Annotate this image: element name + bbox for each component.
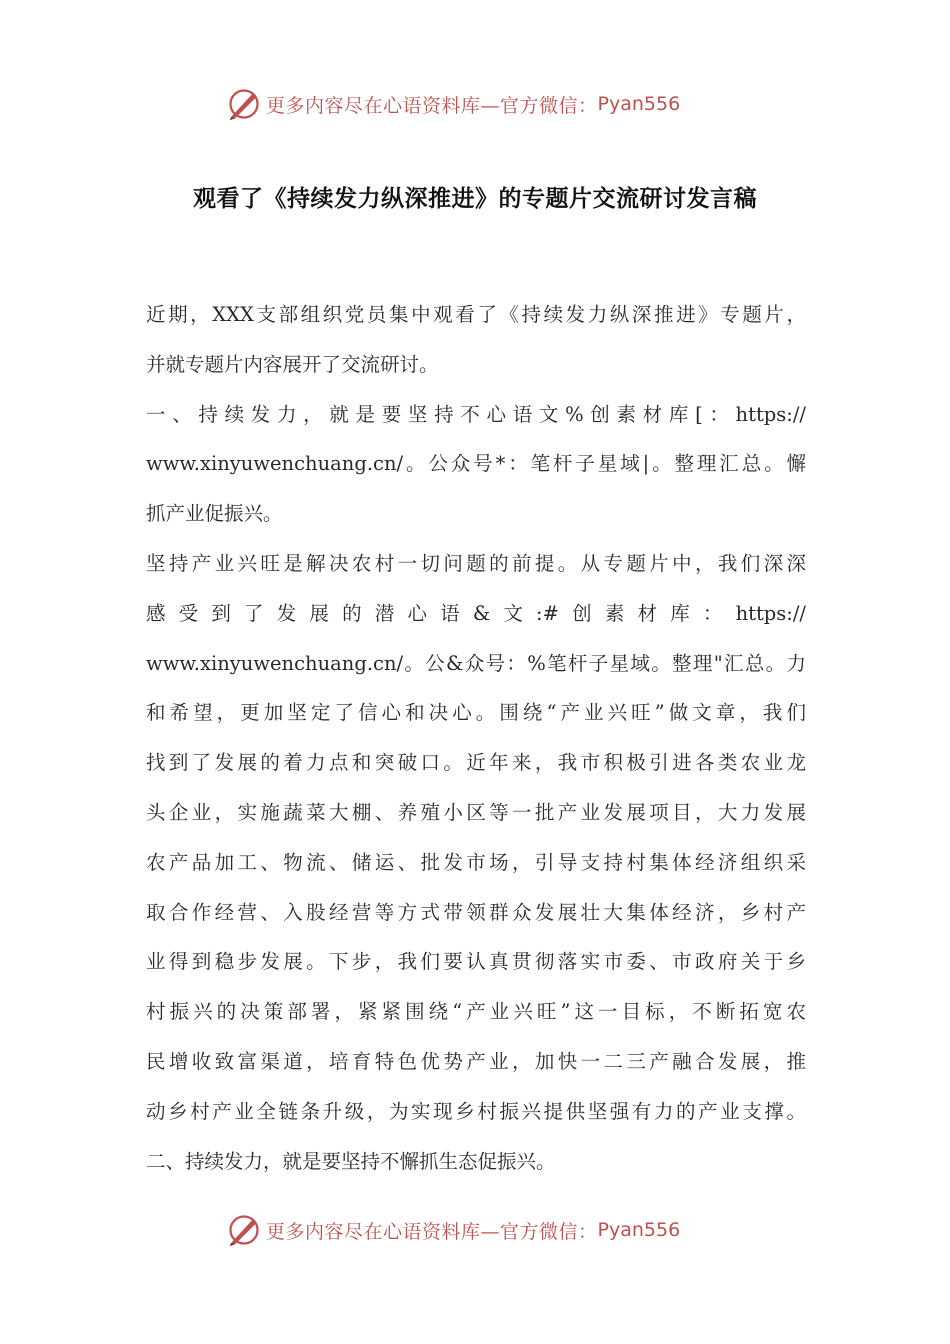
text-line: 动乡村产业全链条升级，为实现乡村振兴提供坚强有力的产业支撑。 bbox=[146, 1099, 806, 1123]
banner-wechat-id: Pyan556 bbox=[597, 93, 681, 115]
text-line: 抓产业促振兴。 bbox=[146, 502, 283, 526]
banner-text: 更多内容尽在心语资料库—官方微信： bbox=[266, 1220, 598, 1243]
pen-logo-icon bbox=[226, 86, 262, 122]
text-line: 头企业，实施蔬菜大棚、养殖小区等一批产业发展项目，大力发展 bbox=[146, 800, 806, 824]
banner-text: 更多内容尽在心语资料库—官方微信： bbox=[266, 94, 598, 117]
text-line: 农产品加工、物流、储运、批发市场，引导支持村集体经济组织采 bbox=[146, 850, 806, 874]
text-line: www.xinyuwenchuang.cn/。公众号*：笔杆子星域|。整理汇总。懈 bbox=[146, 452, 806, 476]
banner-wechat-id: Pyan556 bbox=[597, 1219, 681, 1241]
text-line: 感受到了发展的潜心语&文:#创素材库：https:// bbox=[146, 601, 806, 625]
text-line: 取合作经营、入股经营等方式带领群众发展壮大集体经济，乡村产 bbox=[146, 900, 806, 924]
text-line: 坚持产业兴旺是解决农村一切问题的前提。从专题片中，我们深深 bbox=[146, 551, 806, 575]
text-line: 二、持续发力，就是要坚持不懈抓生态促振兴。 bbox=[146, 1149, 556, 1173]
text-line: 业得到稳步发展。下步，我们要认真贯彻落实市委、市政府关于乡 bbox=[146, 950, 806, 974]
text-line: 并就专题片内容展开了交流研讨。 bbox=[146, 352, 439, 376]
text-line: 民增收致富渠道，培育特色优势产业，加快一二三产融合发展，推 bbox=[146, 1049, 806, 1073]
text-line: 村振兴的决策部署，紧紧围绕“产业兴旺”这一目标，不断拓宽农 bbox=[146, 1000, 806, 1024]
body-text bbox=[146, 290, 806, 1186]
text-line: www.xinyuwenchuang.cn/。公&众号：%笔杆子星域。整理"汇总。力 bbox=[146, 651, 806, 675]
pen-logo-icon bbox=[226, 1212, 262, 1248]
footer-banner bbox=[0, 1208, 950, 1248]
text-line: 找到了发展的着力点和突破口。近年来，我市积极引进各类农业龙 bbox=[146, 751, 806, 775]
document-title: 观看了《持续发力纵深推进》的专题片交流研讨发言稿 bbox=[193, 186, 757, 212]
text-line: 和希望，更加坚定了信心和决心。围绕“产业兴旺”做文章，我们 bbox=[146, 701, 806, 725]
text-line: 一、持续发力，就是要坚持不心语文%创素材库[：https:// bbox=[146, 402, 806, 426]
text-line: 近期，XXX支部组织党员集中观看了《持续发力纵深推进》专题片， bbox=[146, 303, 806, 326]
header-banner bbox=[0, 82, 950, 122]
